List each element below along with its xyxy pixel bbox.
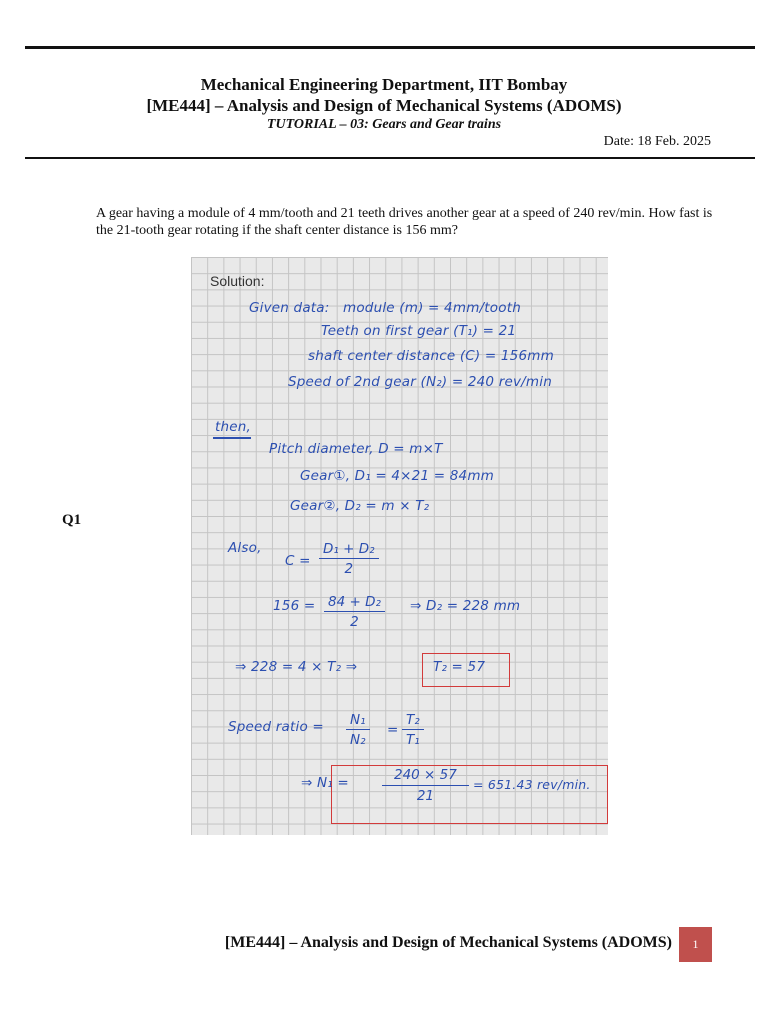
given-center-distance: shaft center distance (C) = 156mm	[308, 348, 554, 364]
question-text: A gear having a module of 4 mm/tooth and 21 teeth drives another gear at a speed of 240 rev/min. How fast is the 21-tooth gear rotating if the shaft center distance is 156 mm?	[96, 206, 713, 238]
n1-den: 21	[416, 788, 435, 804]
tutorial-title: TUTORIAL – 03: Gears and Gear trains	[266, 117, 502, 132]
given-teeth: Teeth on first gear (T₁) = 21	[321, 323, 517, 339]
page-number-badge: 1	[679, 927, 712, 962]
eq156-fraction-num: 84 + D₂	[324, 594, 385, 612]
center-fraction	[319, 541, 379, 577]
ratio-n-num: N₁	[346, 712, 370, 730]
gear1-diameter: Gear①, D₁ = 4×21 = 84mm	[300, 468, 495, 484]
n1-fraction	[382, 767, 469, 804]
n1-result: = 651.43 rev/min.	[473, 777, 591, 792]
given-speed: Speed of 2nd gear (N₂) = 240 rev/min	[288, 374, 552, 390]
ratio-t-num: T₂	[402, 712, 424, 730]
gear2-diameter: Gear②, D₂ = m × T₂	[290, 498, 430, 514]
pitch-diameter: Pitch diameter, D = m×T	[269, 441, 443, 457]
department-title: Mechanical Engineering Department, IIT Bombay	[200, 75, 568, 94]
date: Date: 18 Feb. 2025	[603, 134, 711, 149]
ratio-t-den: T₁	[406, 732, 420, 748]
speed-ratio-label: Speed ratio =	[228, 719, 324, 735]
solution-sheet	[191, 257, 608, 835]
then-label: then,	[215, 419, 252, 435]
center-fraction-den: 2	[344, 561, 354, 577]
eq156-left: 156 =	[273, 598, 316, 614]
solution-title: Solution:	[210, 273, 265, 289]
ratio-t-fraction	[402, 712, 424, 748]
also-label: Also,	[228, 540, 262, 556]
header-top-rule	[25, 46, 755, 49]
n1-answer-box	[331, 765, 608, 824]
course-title: [ME444] – Analysis and Design of Mechanical Systems (ADOMS)	[146, 96, 622, 115]
ratio-equals: =	[387, 722, 399, 738]
eq156-right: ⇒ D₂ = 228 mm	[410, 598, 521, 614]
n1-num: 240 × 57	[382, 767, 469, 786]
given-label: Given data:	[249, 300, 330, 316]
ratio-n-fraction	[346, 712, 370, 748]
footer-course: [ME444] – Analysis and Design of Mechanical Systems (ADOMS)	[224, 934, 672, 951]
ratio-n-den: N₂	[350, 732, 366, 748]
header-bottom-rule	[25, 157, 755, 159]
eq156-fraction	[324, 594, 385, 630]
eq228: ⇒ 228 = 4 × T₂ ⇒	[235, 659, 358, 675]
center-fraction-num: D₁ + D₂	[319, 541, 379, 559]
question-label: Q1	[62, 512, 82, 528]
t2-answer: T₂ = 57	[433, 659, 486, 675]
eq156-fraction-den: 2	[350, 614, 359, 630]
given-module: module (m) = 4mm/tooth	[343, 300, 521, 316]
n1-left: ⇒ N₁ =	[301, 775, 349, 791]
then-underline	[213, 437, 251, 439]
center-eq-left: C =	[285, 553, 311, 569]
